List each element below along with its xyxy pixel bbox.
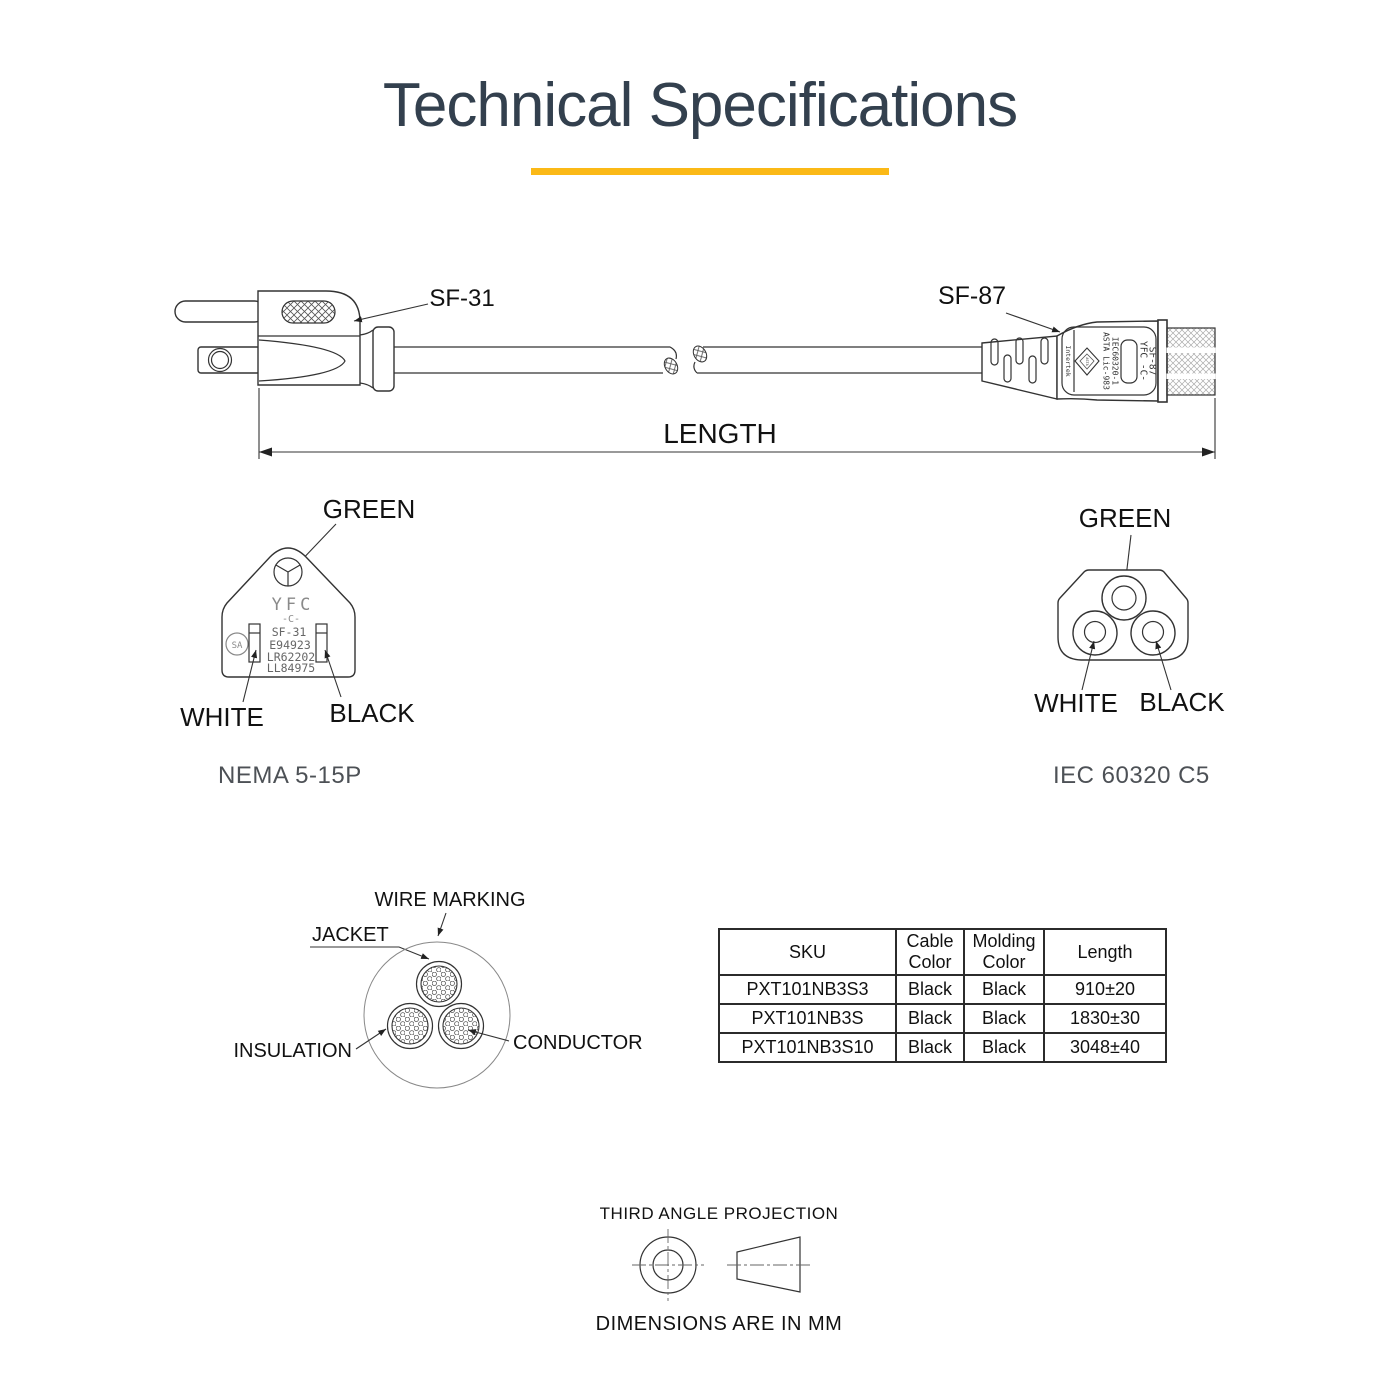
conductor-bundle-left [388, 1004, 433, 1049]
nema-marking-ll84975: LL84975 [266, 661, 316, 675]
jacket-leader [310, 947, 429, 959]
iec-lobe-right [1131, 611, 1175, 655]
nema-marking-yfc: YFC [271, 595, 315, 615]
plug-grip-hatch [282, 301, 335, 323]
asta-diamond-text: ASTA [1085, 357, 1089, 366]
intertek-marking: Intertek [1064, 345, 1072, 377]
iec-face-diagram [1034, 503, 1225, 718]
table-cell-sku: PXT101NB3S [719, 1004, 896, 1033]
nema-face-caption: NEMA 5-15P [218, 762, 362, 789]
insulation-label: INSULATION [233, 1040, 352, 1062]
conductor-bundle-right [439, 1004, 484, 1049]
table-header-row [719, 929, 1166, 975]
third-angle-projection-label: THIRD ANGLE PROJECTION [599, 1204, 839, 1223]
cable-left-top [394, 347, 676, 359]
conductor-label: CONDUCTOR [513, 1032, 643, 1054]
table-cell-molding-color: Black [964, 1033, 1044, 1062]
page-title: Technical Specifications [382, 71, 1018, 140]
nema-ground-label: GREEN [322, 494, 416, 524]
plug-callout-label: SF-31 [429, 285, 495, 312]
connector-callout-label: SF-87 [937, 282, 1007, 310]
nema-marking-c: -C- [281, 614, 301, 625]
iec-lobe-top [1102, 576, 1146, 620]
length-label: LENGTH [663, 418, 777, 449]
connector-end-block [1167, 328, 1215, 395]
table-cell-sku: PXT101NB3S10 [719, 1033, 896, 1062]
plug-ferrule [373, 327, 394, 391]
wire-marking-leader [438, 913, 446, 936]
projection-circle-centerlines [632, 1229, 704, 1301]
plug-neck-top [360, 330, 373, 335]
nema-live-label: BLACK [329, 698, 415, 728]
wire-marking-label: WIRE MARKING [374, 889, 526, 911]
iec-standard-marking: IEC60320-1 [1110, 336, 1120, 386]
model-marking-line2: SF-87 [1146, 346, 1158, 376]
jacket-label: JACKET [312, 924, 389, 946]
csa-logo-text: SA [231, 641, 243, 651]
table-cell-cable-color: Black [896, 1004, 964, 1033]
cable-assembly-drawing [175, 282, 1216, 459]
table-cell-cable-color: Black [896, 1033, 964, 1062]
plug-neck-bottom [360, 383, 373, 388]
iec-ground-label: GREEN [1078, 503, 1172, 533]
connector-flange [1158, 320, 1167, 402]
connector-callout-leader [1006, 313, 1060, 332]
dimensions-units-label: DIMENSIONS ARE IN MM [595, 1313, 843, 1335]
header-cell-sku: SKU [719, 929, 896, 975]
third-angle-projection-symbol [632, 1229, 812, 1301]
nema-plug-drawing [175, 291, 394, 391]
nema-marking-lr62202: LR62202 [266, 650, 316, 664]
conductor-strands [392, 1008, 428, 1044]
sku-table [718, 928, 1167, 1063]
iec-neutral-label: WHITE [1034, 688, 1118, 718]
conductor-strands [421, 966, 457, 1002]
strain-relief [982, 336, 1057, 399]
iec-connector-drawing [982, 320, 1216, 402]
wire-cross-section-diagram [233, 889, 642, 1088]
table-cell-sku: PXT101NB3S3 [719, 975, 896, 1004]
cable-right-bottom [694, 362, 982, 373]
header-cell-length: Length [1044, 929, 1166, 975]
table-row [719, 975, 1166, 1004]
projection-cone [737, 1237, 800, 1292]
nema-marking-e94923: E94923 [269, 638, 311, 652]
table-cell-cable-color: Black [896, 975, 964, 1004]
table-row [719, 1033, 1166, 1062]
iec-live-label: BLACK [1139, 687, 1225, 717]
table-row [719, 1004, 1166, 1033]
table-cell-length: 910±20 [1044, 975, 1166, 1004]
table-cell-molding-color: Black [964, 975, 1044, 1004]
iec-face-caption: IEC 60320 C5 [1053, 762, 1210, 789]
end-block-gap [1167, 348, 1216, 354]
dimension-arrow-left [259, 448, 272, 457]
end-block-gap [1167, 374, 1216, 380]
table-cell-length: 1830±30 [1044, 1004, 1166, 1033]
header-cell-molding-color: Molding Color [964, 929, 1044, 975]
nema-face-diagram [180, 494, 415, 732]
model-marking-line1: YFC -C- [1137, 340, 1149, 382]
jacket-circle [364, 942, 510, 1088]
iec-lobe-left [1073, 611, 1117, 655]
plug-callout-leader [354, 304, 428, 321]
nema-marking-sf31: SF-31 [271, 625, 307, 639]
table-cell-molding-color: Black [964, 1004, 1044, 1033]
conductor-bundle-top [417, 962, 462, 1007]
cable-break-left [662, 356, 681, 377]
asta-license-marking: ASTA Lic-983 [1101, 332, 1111, 390]
table-cell-length: 3048±40 [1044, 1033, 1166, 1062]
dimension-arrow-right [1202, 448, 1215, 457]
header-cell-cable-color: Cable Color [896, 929, 964, 975]
cable-run [394, 344, 982, 377]
nema-neutral-label: WHITE [180, 702, 264, 732]
ground-prong [175, 301, 265, 322]
conductor-strands [443, 1008, 479, 1044]
